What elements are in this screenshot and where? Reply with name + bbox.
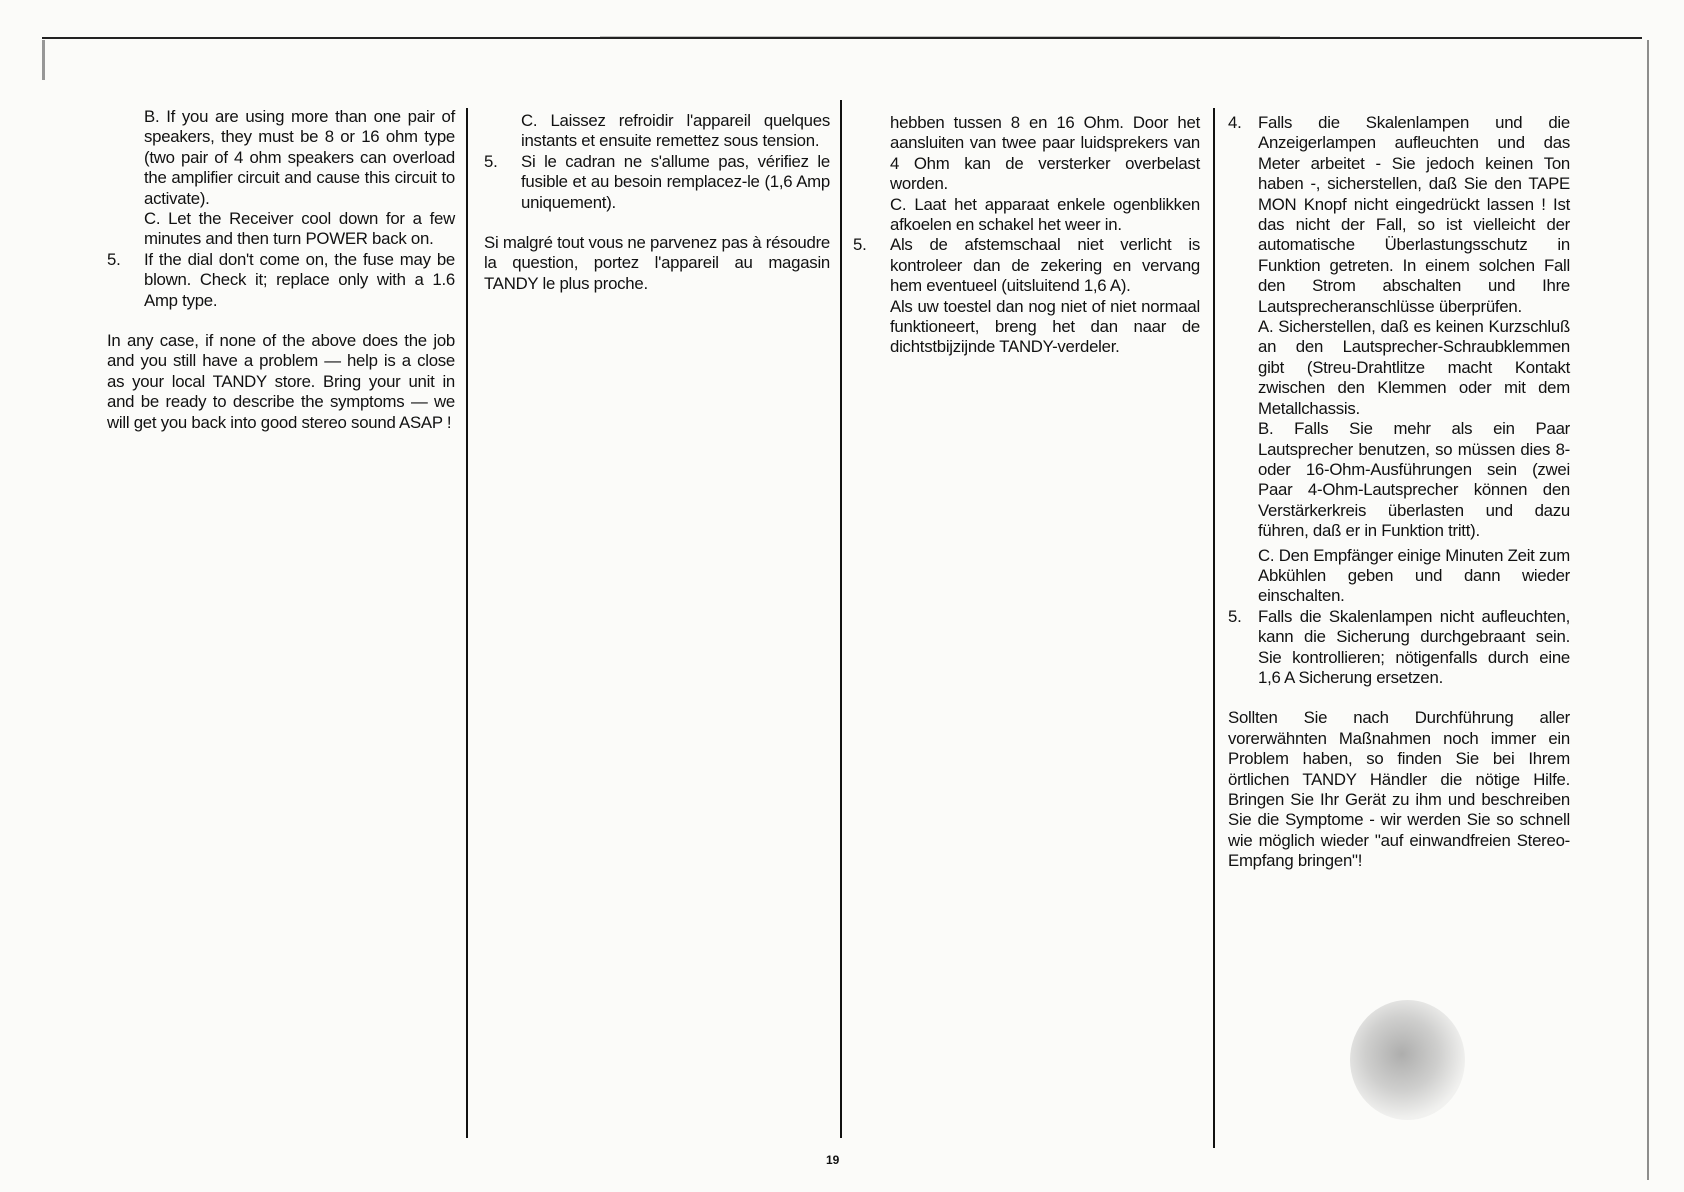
german-item-4 bbox=[1228, 113, 1570, 607]
french-item-5-text: Si le cadran ne s'allume pas, vérifiez le fusible et au besoin remplacez-le (1,6 Amp uniquement). bbox=[521, 151, 830, 212]
english-c-paragraph: C. Let the Receiver cool down for a few minutes and then turn POWER back on. bbox=[144, 209, 455, 249]
dutch-item-5-text: Als de afstemschaal niet verlicht is kontroleer dan de zekering en vervang hem eventueel (uitsluitend 1,6 A). bbox=[890, 235, 1200, 296]
column-english bbox=[107, 107, 455, 433]
english-closing: In any case, if none of the above does the job and you still have a problem — help is a close as your local TANDY store. Bring your unit in and be ready to describe the symptoms — we will get you back into good stereo sound ASAP ! bbox=[107, 331, 455, 432]
german-c-paragraph: C. Den Empfänger einige Minuten Zeit zum Abkühlen geben und dann wieder einschalten. bbox=[1258, 545, 1570, 606]
german-item-4-text: Falls die Skalenlampen und die Anzeigerlampen aufleuchten und das Meter arbeitet - Sie jedoch keinen Ton haben -, sicherstellen, daß Sie den TAPE MON Knopf nicht eingedrückt lassen ! Ist das nicht der Fall, so ist vielleicht der automatische Überlastungsschutz in Funktion getreten. In einem solchen Fall den Strom abschalten und Ihre Lautsprecheranschlüsse überprüfen. bbox=[1258, 113, 1570, 316]
dutch-c-paragraph: C. Laat het apparaat enkele ogenblikken afkoelen en schakel het weer in. bbox=[890, 194, 1200, 235]
dutch-item-5-extra: Als uw toestel dan nog niet of niet normaal funktioneert, breng het dan naar de dichtstbijzijnde TANDY-verdeler. bbox=[890, 296, 1200, 357]
right-edge-rule bbox=[1647, 40, 1649, 1180]
german-closing: Sollten Sie nach Durchführung aller vorerwähnten Maßnahmen noch immer ein Problem haben, so finden Sie bei Ihrem örtlichen TANDY Händler die nötige Hilfe. Bringen Sie Ihr Gerät zu ihm und beschreiben Sie die Symptome - wir werden Sie so schnell wie möglich wieder "auf einwandfreien Stereo-Empfang bringen"! bbox=[1228, 708, 1570, 871]
column-divider-1 bbox=[466, 108, 468, 1138]
english-item-5-number: 5. bbox=[107, 249, 121, 269]
top-rule bbox=[42, 37, 1642, 39]
page-number: 19 bbox=[826, 1153, 840, 1167]
dutch-item-5-number: 5. bbox=[853, 235, 867, 255]
german-item-4-number: 4. bbox=[1228, 113, 1242, 132]
french-c-paragraph: C. Laissez refroidir l'appareil quelques instants et ensuite remettez sous tension. bbox=[521, 111, 830, 151]
paper-stain bbox=[1350, 1000, 1465, 1120]
column-german bbox=[1228, 113, 1570, 872]
german-b-paragraph: B. Falls Sie mehr als ein Paar Lautsprecher benutzen, so müssen dies 8- oder 16-Ohm-Ausführungen sein (zwei Paar 4-Ohm-Lautsprecher können den Verstärkerkreis überlasten und dazu führen, daß er in Funktion tritt). bbox=[1258, 419, 1570, 541]
german-item-5-text: Falls die Skalenlampen nicht aufleuchten, kann die Sicherung durchgebraant sein. Sie kontrollieren; nötigenfalls durch eine 1,6 A Sicherung ersetzen. bbox=[1258, 606, 1570, 687]
left-edge-mark bbox=[42, 40, 45, 80]
english-item-5-text: If the dial don't come on, the fuse may be blown. Check it; replace only with a 1.6 Amp type. bbox=[144, 249, 455, 310]
german-item-5-number: 5. bbox=[1228, 606, 1242, 626]
french-item-5 bbox=[484, 152, 830, 213]
english-b-paragraph: B. If you are using more than one pair of speakers, they must be 8 or 16 ohm type (two pair of 4 ohm speakers can overload the amplifier circuit and cause this circuit to activate). bbox=[144, 107, 455, 208]
german-item-5 bbox=[1228, 607, 1570, 689]
dutch-item-5 bbox=[853, 235, 1200, 357]
column-dutch bbox=[853, 113, 1200, 358]
german-a-paragraph: A. Sicherstellen, daß es keinen Kurzschluß an den Lautsprecher-Schraubklemmen gibt (Streu-Drahtlitze macht Kontakt zwischen den Klemmen oder mit dem Metallchassis. bbox=[1258, 317, 1570, 418]
top-rule-shadow bbox=[600, 36, 1280, 37]
column-french bbox=[484, 111, 830, 294]
french-closing: Si malgré tout vous ne parvenez pas à résoudre la question, portez l'appareil au magasin TANDY le plus proche. bbox=[484, 233, 830, 293]
dutch-continuation: hebben tussen 8 en 16 Ohm. Door het aansluiten van twee paar luidsprekers van 4 Ohm kan de versterker overbelast worden. bbox=[890, 113, 1200, 194]
column-divider-3 bbox=[1213, 108, 1215, 1148]
column-divider-2 bbox=[840, 100, 842, 1138]
english-item-5 bbox=[107, 250, 455, 311]
french-item-5-number: 5. bbox=[484, 151, 498, 171]
